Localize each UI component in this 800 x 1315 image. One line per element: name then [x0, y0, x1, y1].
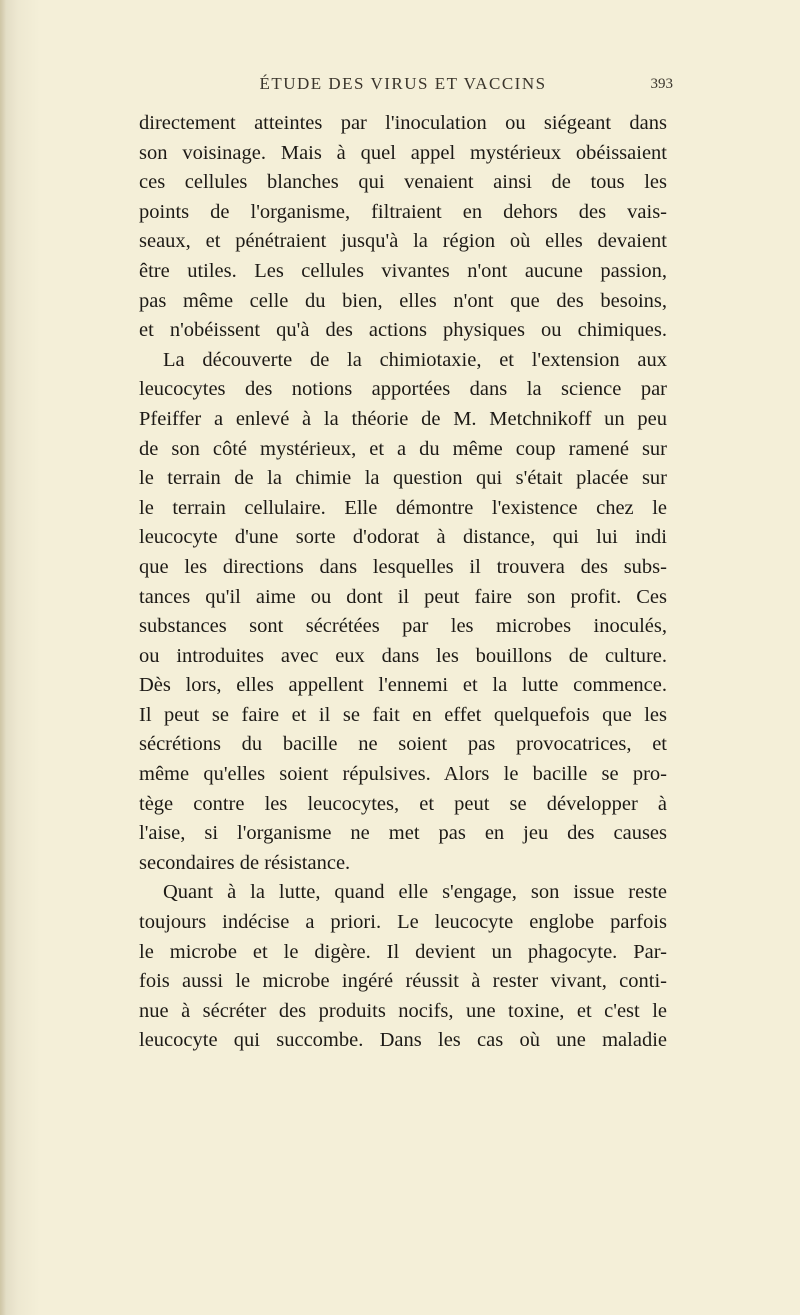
- text-line: sécrétions du bacille ne soient pas provocatrices, et: [139, 733, 667, 756]
- page-number: 393: [650, 76, 673, 92]
- text-line: leucocyte d'une sorte d'odorat à distance, qui lui indi: [139, 526, 667, 549]
- text-line: fois aussi le microbe ingéré réussit à rester vivant, conti-: [139, 970, 667, 993]
- text-line: le microbe et le digère. Il devient un phagocyte. Par-: [139, 940, 667, 963]
- text-line: Dès lors, elles appellent l'ennemi et la lutte commence.: [139, 674, 667, 697]
- running-title: ÉTUDE DES VIRUS ET VACCINS: [259, 74, 547, 93]
- text-line: de son côté mystérieux, et a du même coup ramené sur: [139, 437, 667, 460]
- text-line: toujours indécise a priori. Le leucocyte englobe parfois: [139, 911, 667, 934]
- text-line: La découverte de la chimiotaxie, et l'extension aux: [163, 348, 667, 371]
- text-line: être utiles. Les cellules vivantes n'ont aucune passion,: [139, 259, 667, 282]
- text-line: leucocyte qui succombe. Dans les cas où une maladie: [139, 1029, 667, 1052]
- text-line: le terrain cellulaire. Elle démontre l'existence chez le: [139, 496, 667, 519]
- text-line: l'aise, si l'organisme ne met pas en jeu des causes: [139, 822, 667, 845]
- text-line: le terrain de la chimie la question qui s'était placée sur: [139, 467, 667, 490]
- text-line: pas même celle du bien, elles n'ont que des besoins,: [139, 289, 667, 312]
- text-line: nue à sécréter des produits nocifs, une toxine, et c'est le: [139, 999, 667, 1022]
- text-line: Quant à la lutte, quand elle s'engage, son issue reste: [163, 881, 667, 904]
- running-head: [139, 68, 673, 98]
- text-line: secondaires de résistance.: [139, 851, 351, 874]
- text-line: substances sont sécrétées par les microbes inoculés,: [139, 615, 667, 638]
- text-line: même qu'elles soient répulsives. Alors le bacille se pro-: [139, 763, 667, 786]
- text-line: son voisinage. Mais à quel appel mystérieux obéissaient: [139, 141, 667, 164]
- text-line: que les directions dans lesquelles il trouvera des subs-: [139, 555, 667, 578]
- text-line: seaux, et pénétraient jusqu'à la région où elles devaient: [139, 230, 667, 253]
- body-text: [139, 109, 667, 1056]
- text-line: tances qu'il aime ou dont il peut faire son profit. Ces: [139, 585, 667, 608]
- text-line: Pfeiffer a enlevé à la théorie de M. Metchnikoff un peu: [139, 407, 667, 430]
- text-line: et n'obéissent qu'à des actions physiques ou chimiques.: [139, 319, 667, 342]
- text-line: leucocytes des notions apportées dans la science par: [139, 378, 667, 401]
- text-line: tège contre les leucocytes, et peut se développer à: [139, 792, 667, 815]
- text-line: directement atteintes par l'inoculation ou siégeant dans: [139, 112, 667, 134]
- text-line: points de l'organisme, filtraient en dehors des vais-: [139, 200, 667, 223]
- text-line: ou introduites avec eux dans les bouillons de culture.: [139, 644, 667, 667]
- text-line: Il peut se faire et il se fait en effet quelquefois que les: [139, 703, 667, 726]
- page-gutter-shadow: [0, 0, 6, 1315]
- text-line: ces cellules blanches qui venaient ainsi de tous les: [139, 171, 667, 194]
